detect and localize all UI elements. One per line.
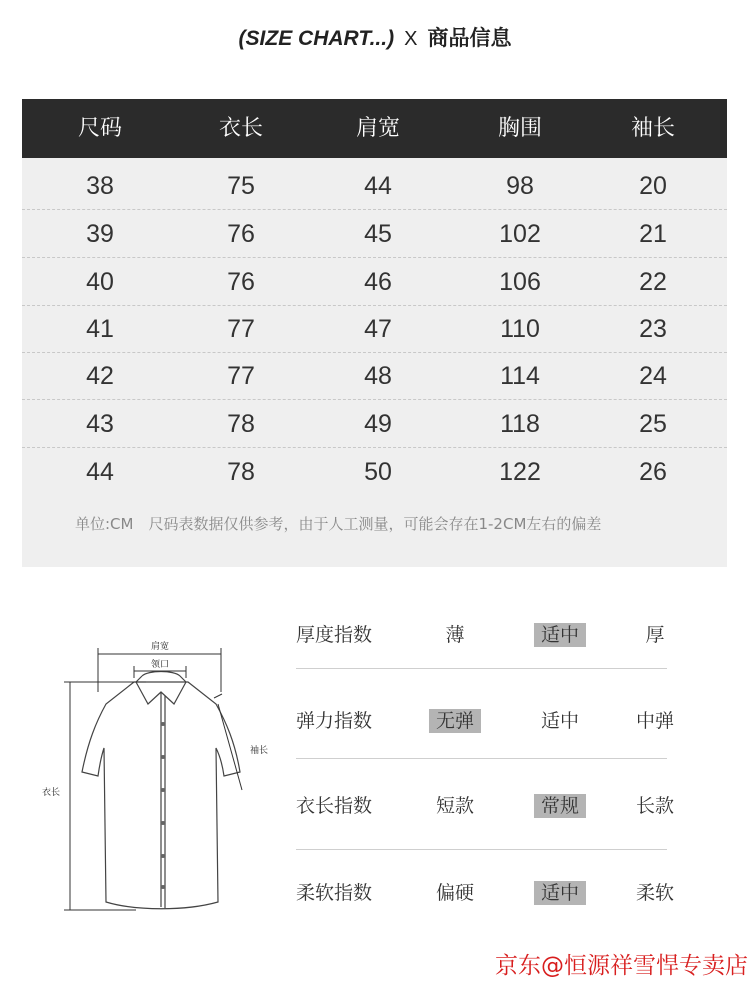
- index-softness: [296, 878, 676, 908]
- table-cell: 76: [227, 220, 255, 248]
- table-cell: 44: [364, 172, 392, 200]
- table-cell: 21: [639, 220, 667, 248]
- table-cell: 42: [86, 362, 114, 390]
- table-cell: 75: [227, 172, 255, 200]
- shirt-outline-icon: [82, 672, 240, 909]
- index-option: 短款: [435, 795, 475, 817]
- diagram-label-sleeve: 袖长: [250, 746, 269, 756]
- col-header-length: 衣长: [218, 116, 263, 141]
- index-option: 适中: [540, 710, 580, 732]
- table-cell: 40: [86, 268, 114, 296]
- header-title-en: (SIZE CHART...): [238, 27, 395, 50]
- table-cell: 25: [639, 410, 667, 438]
- col-header-shoulder: 肩宽: [355, 116, 400, 141]
- table-cell: 49: [364, 410, 392, 438]
- index-thickness: [296, 620, 676, 650]
- table-cell: 50: [364, 458, 392, 486]
- table-row: [22, 306, 727, 353]
- divider: [296, 758, 667, 759]
- table-row: [22, 353, 727, 400]
- table-cell: 102: [499, 220, 541, 248]
- header-separator: X: [404, 28, 418, 50]
- table-row: [22, 211, 727, 258]
- index-label: 柔软指数: [296, 882, 373, 904]
- table-cell: 122: [499, 458, 541, 486]
- index-option: 厚: [645, 624, 665, 646]
- index-elasticity: [296, 706, 676, 736]
- shirt-measurement-diagram: [36, 632, 286, 922]
- index-option: 薄: [445, 624, 465, 646]
- table-cell: 38: [86, 172, 114, 200]
- table-row: [22, 449, 727, 496]
- table-cell: 76: [227, 268, 255, 296]
- size-chart-panel: [22, 99, 727, 567]
- table-cell: 45: [364, 220, 392, 248]
- table-row: [22, 259, 727, 306]
- table-row: [22, 163, 727, 210]
- divider: [296, 668, 667, 669]
- table-cell: 77: [227, 315, 255, 343]
- table-cell: 26: [639, 458, 667, 486]
- table-cell: 98: [506, 172, 534, 200]
- index-length: [296, 791, 676, 821]
- index-label: 厚度指数: [296, 624, 373, 646]
- table-cell: 22: [639, 268, 667, 296]
- index-option: 中弹: [635, 710, 675, 732]
- index-option: 偏硬: [435, 882, 475, 904]
- index-option: 柔软: [635, 882, 675, 904]
- table-cell: 41: [86, 315, 114, 343]
- index-label: 衣长指数: [296, 795, 373, 817]
- table-row: [22, 401, 727, 448]
- table-cell: 106: [499, 268, 541, 296]
- table-cell: 110: [500, 315, 540, 343]
- index-option-selected: 常规: [534, 794, 586, 818]
- index-label: 弹力指数: [296, 710, 373, 732]
- table-cell: 118: [500, 410, 540, 438]
- table-cell: 20: [639, 172, 667, 200]
- table-cell: 78: [227, 458, 255, 486]
- diagram-label-length: 衣长: [42, 788, 61, 798]
- table-cell: 114: [500, 362, 540, 390]
- size-table-note: 单位:CM 尺码表数据仅供参考，由于人工测量，可能会存在1-2CM左右的偏差: [75, 515, 602, 533]
- col-header-chest: 胸围: [497, 116, 542, 141]
- index-option-selected: 适中: [534, 623, 586, 647]
- table-cell: 47: [364, 315, 392, 343]
- header-title-cn: 商品信息: [427, 26, 512, 50]
- diagram-label-shoulder: 肩宽: [150, 642, 170, 652]
- divider: [296, 849, 667, 850]
- table-cell: 48: [364, 362, 392, 390]
- table-cell: 44: [86, 458, 114, 486]
- shirt-diagram-svg: [36, 632, 286, 922]
- col-header-size: 尺码: [77, 116, 122, 141]
- col-header-sleeve: 袖长: [630, 116, 675, 141]
- table-cell: 46: [364, 268, 392, 296]
- table-cell: 24: [639, 362, 667, 390]
- index-option-selected: 适中: [534, 881, 586, 905]
- table-cell: 39: [86, 220, 114, 248]
- table-cell: 78: [227, 410, 255, 438]
- table-cell: 43: [86, 410, 114, 438]
- diagram-label-collar: 领口: [150, 660, 170, 670]
- index-option-selected: 无弹: [429, 709, 481, 733]
- index-option: 长款: [635, 795, 675, 817]
- size-table-header: [22, 99, 727, 158]
- table-cell: 77: [227, 362, 255, 390]
- page-header: [0, 22, 750, 52]
- measure-lines-icon: [64, 648, 242, 910]
- table-cell: 23: [639, 315, 667, 343]
- store-watermark: 京东@恒源祥雪悍专卖店: [495, 953, 748, 979]
